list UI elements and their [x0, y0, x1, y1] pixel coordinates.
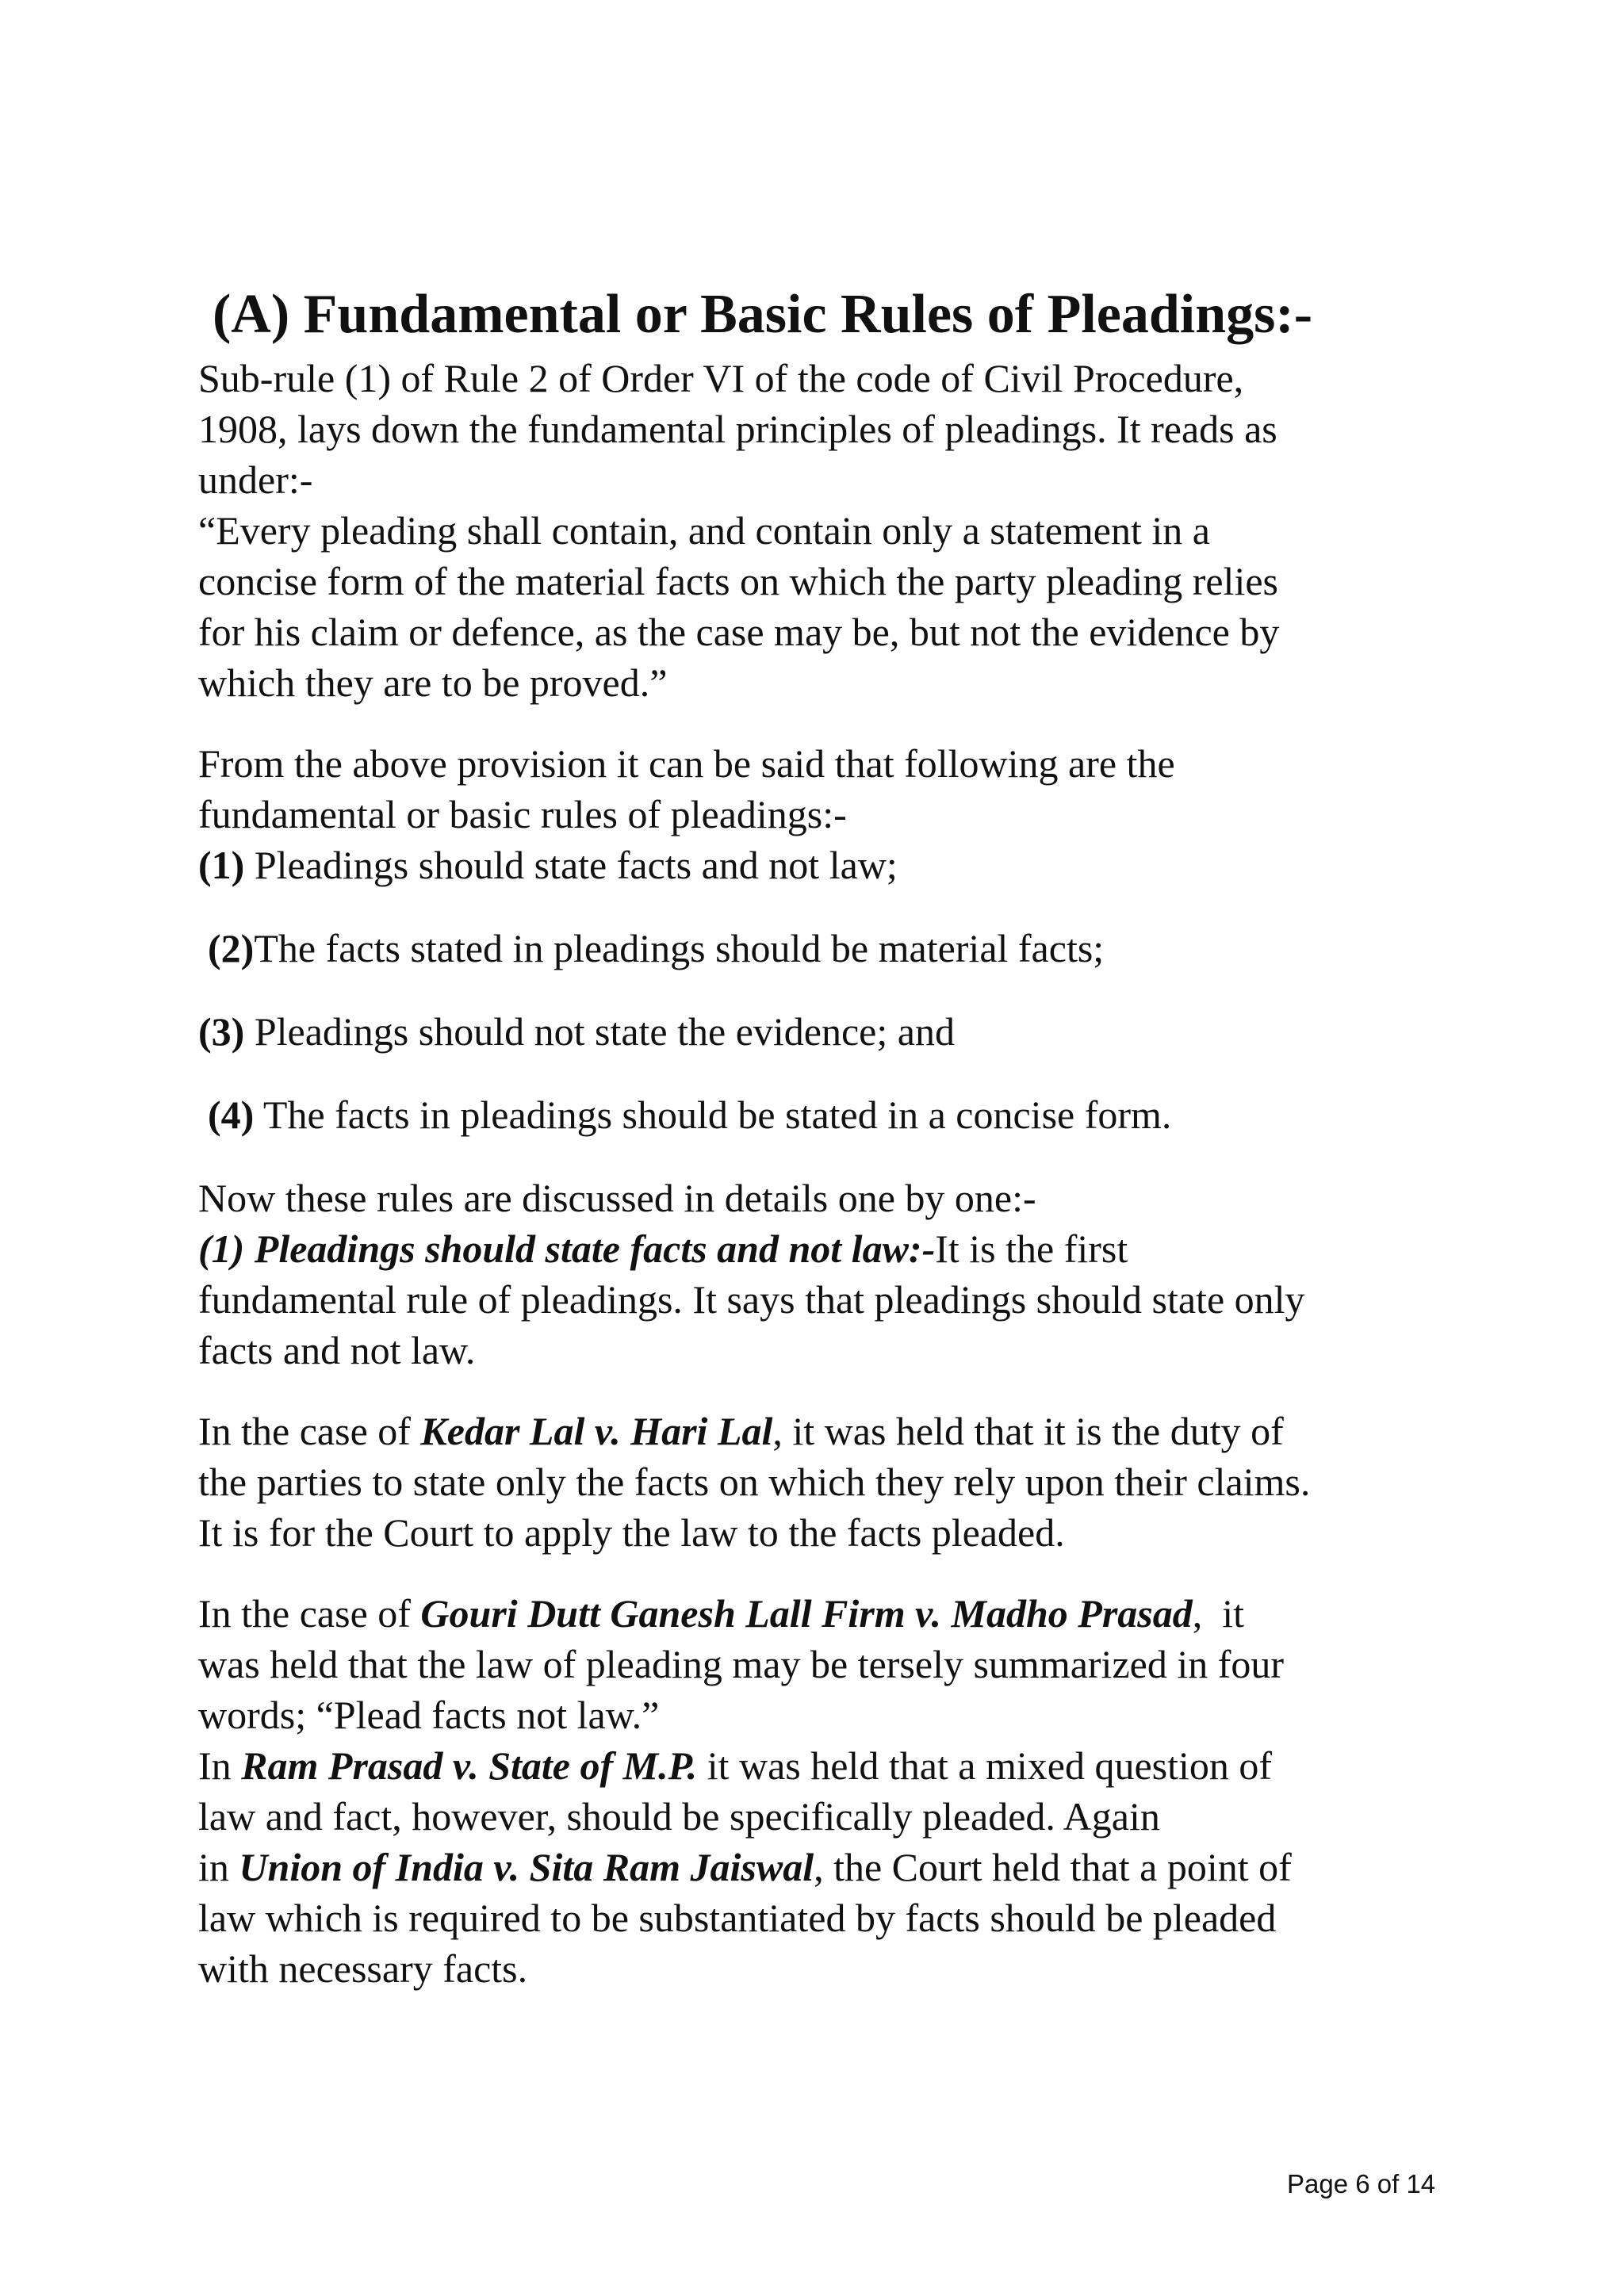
case-name-ram: Ram Prasad v. State of M.P. [241, 1743, 698, 1788]
quote-line-4: which they are to be proved.” [198, 660, 668, 705]
rule-text: The facts stated in pleadings should be material facts; [254, 926, 1105, 970]
section-heading: (A) Fundamental or Basic Rules of Pleadings:- [213, 284, 1313, 345]
ram-line-1 [198, 1741, 1272, 1790]
case-name-kedar: Kedar Lal v. Hari Lal [420, 1409, 773, 1453]
rule-text: Pleadings should not state the evidence; and [244, 1009, 955, 1054]
page-number: Page 6 of 14 [1287, 2169, 1436, 2198]
gouri-line-3: words; “Plead facts not law.” [198, 1693, 660, 1737]
rule-number: (2) [208, 926, 255, 970]
rule1-line-1-text: It is the first [935, 1226, 1128, 1271]
rule-text: Pleadings should state facts and not law; [244, 843, 898, 887]
rule-number: (3) [198, 1009, 245, 1054]
rule1-line-2: fundamental rule of pleadings. It says that pleadings should state only [198, 1277, 1305, 1322]
ram-line-1-text: it was held that a mixed question of [697, 1743, 1273, 1788]
provision-line-2: fundamental or basic rules of pleadings:- [198, 792, 847, 836]
gouri-line-1-text: , it [1192, 1591, 1245, 1636]
gouri-line-2: was held that the law of pleading may be tersely summarized in four [198, 1642, 1285, 1686]
union-line-1-text: , the Court held that a point of [814, 1845, 1292, 1889]
rule1-line-3: facts and not law. [198, 1328, 476, 1372]
ram-line-2: law and fact, however, should be specifically pleaded. Again [198, 1794, 1160, 1839]
quote-line-2: concise form of the material facts on which the party pleading relies [198, 559, 1278, 603]
quote-line-1: “Every pleading shall contain, and contain only a statement in a [198, 508, 1210, 553]
rule-number: (4) [208, 1093, 255, 1137]
rule-text: The facts in pleadings should be stated in a concise form. [254, 1093, 1172, 1137]
rule-item-4 [208, 1090, 1171, 1139]
rule-item-2 [208, 924, 1104, 973]
case-name-union: Union of India v. Sita Ram Jaiswal [239, 1845, 814, 1889]
kedar-line-3: It is for the Court to apply the law to the facts pleaded. [198, 1510, 1065, 1555]
rule-item-3 [198, 1007, 955, 1056]
rule1-title: (1) Pleadings should state facts and not law:- [198, 1226, 936, 1271]
quote-line-3: for his claim or defence, as the case may be, but not the evidence by [198, 610, 1280, 654]
provision-line-1: From the above provision it can be said that following are the [198, 741, 1175, 786]
case-name-gouri: Gouri Dutt Ganesh Lall Firm v. Madho Prasad [420, 1591, 1193, 1636]
union-prefix: in [198, 1845, 239, 1889]
ram-prefix: In [198, 1743, 242, 1788]
intro-line-2: 1908, lays down the fundamental principles of pleadings. It reads as [198, 407, 1277, 451]
rule1-heading-line [198, 1224, 1128, 1273]
discussion-intro: Now these rules are discussed in details one by one:- [198, 1176, 1036, 1220]
intro-line-1: Sub-rule (1) of Rule 2 of Order VI of the code of Civil Procedure, [198, 356, 1244, 400]
intro-line-3: under:- [198, 457, 313, 502]
kedar-line-1 [198, 1406, 1284, 1456]
rule-item-1 [198, 840, 898, 890]
union-line-3: with necessary facts. [198, 1946, 528, 1991]
kedar-prefix: In the case of [198, 1409, 421, 1453]
union-line-1 [198, 1843, 1292, 1892]
kedar-line-2: the parties to state only the facts on which they rely upon their claims. [198, 1460, 1311, 1504]
gouri-line-1 [198, 1589, 1244, 1638]
union-line-2: law which is required to be substantiated by facts should be pleaded [198, 1896, 1277, 1940]
kedar-line-1-text: , it was held that it is the duty of [772, 1409, 1284, 1453]
gouri-prefix: In the case of [198, 1591, 421, 1636]
rule-number: (1) [198, 843, 245, 887]
